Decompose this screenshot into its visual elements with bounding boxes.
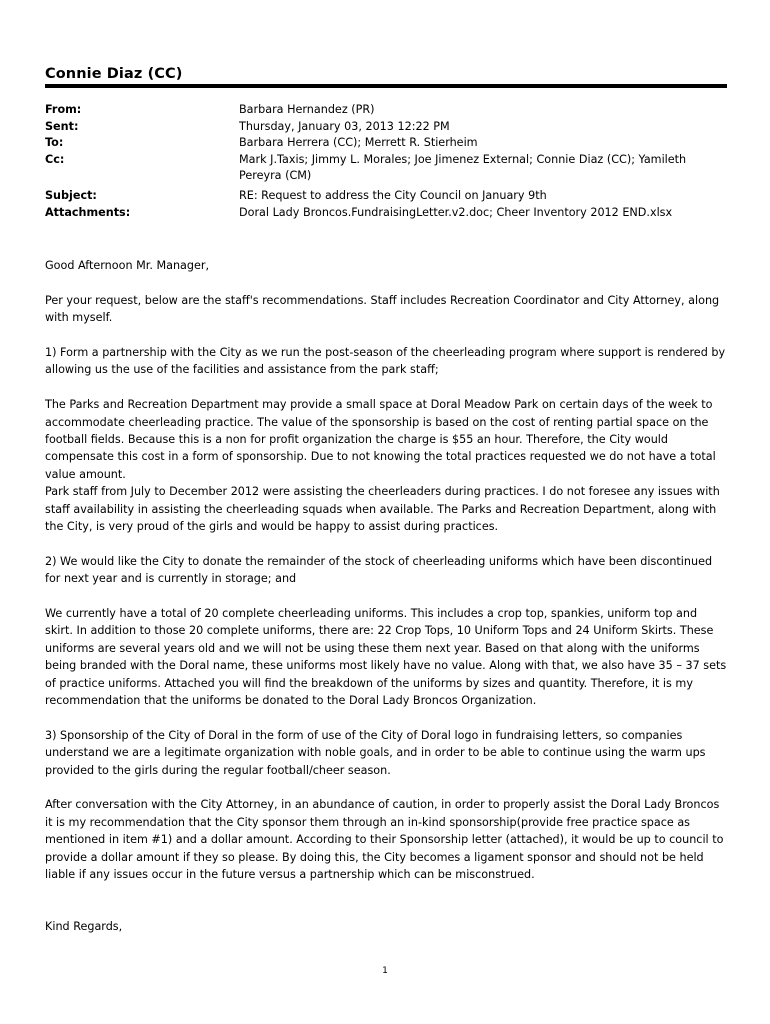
greeting: Good Afternoon Mr. Manager, (45, 259, 210, 272)
sent-value: Thursday, January 03, 2013 12:22 PM (239, 119, 450, 133)
from-label: From: (45, 103, 82, 116)
to-row (45, 135, 727, 152)
closing: Kind Regards, (45, 920, 123, 934)
from-value: Barbara Hernandez (PR) (239, 103, 375, 116)
to-value: Barbara Herrera (CC); Merrett R. Stierheim (239, 136, 478, 150)
subject-label: Subject: (45, 188, 97, 202)
subject-value: RE: Request to address the City Council on January 9th (239, 188, 547, 202)
body-paragraph: 1) Form a partnership with the City as we run the post-season of the cheerleading program where support is rendered by allowing us the use of the facilities and assistance from the park staff; (45, 346, 726, 377)
document-title: Connie Diaz (CC) (45, 66, 183, 82)
body-paragraph: The Parks and Recreation Department may provide a small space at Doral Meadow Park on certain days of the week to accommodate cheerleading practice. The value of the sponsorship is based on the cost of renting partial space on the football fields. Because this is a non for profit organization the charge is $55 an hour. Therefore, the City would compensate this cost in a form of sponsorship. Due to not knowing the total practices requested we do not have a total value amount. (45, 398, 716, 481)
attachments-value[interactable]: Doral Lady Broncos.FundraisingLetter.v2.doc; Cheer Inventory 2012 END.xlsx (239, 205, 673, 219)
cc-label: Cc: (45, 152, 65, 166)
to-label: To: (45, 136, 64, 150)
subject-row (45, 188, 727, 205)
title-rule (45, 84, 727, 88)
email-body (45, 257, 727, 953)
body-paragraph: Park staff from July to December 2012 were assisting the cheerleaders during practices. I do not foresee any issues with staff availability in assisting the cheerleading squads when available. The Parks and Recreation Department, along with the City, is very proud of the girls and would be happy to assist during practices. (45, 485, 720, 534)
page-number: 1 (382, 966, 388, 976)
body-paragraph: 2) We would like the City to donate the remainder of the stock of cheerleading uniforms which have been discontinued for next year and is currently in storage; and (45, 554, 713, 586)
sent-label: Sent: (45, 119, 79, 133)
body-paragraph: After conversation with the City Attorney, in an abundance of caution, in order to properly assist the Doral Lady Broncos it is my recommendation that the City sponsor them through an in-kind sponsorship(provide free practice space as mentioned in item #1) and a dollar amount. According to their Sponsorship letter (attached), it would be up to council to provide a dollar amount if they so please. By doing this, the City becomes a ligament sponsor and should not be held liable if any issues occur in the future versus a partnership which can be misconstrued. (45, 798, 724, 882)
cc-value: Mark J.Taxis; Jimmy L. Morales; Joe Jimenez External; Connie Diaz (CC); Yamileth Pereyra (CM) (239, 152, 687, 183)
body-paragraph: Per your request, below are the staff's recommendations. Staff includes Recreation Coordinator and City Attorney, along with myself. (45, 293, 720, 325)
email-header (45, 102, 727, 221)
attachments-label: Attachments: (45, 205, 131, 219)
from-row (45, 102, 727, 119)
attachments-row (45, 205, 727, 222)
body-paragraph: We currently have a total of 20 complete cheerleading uniforms. This includes a crop top, spankies, uniform top and skirt. In addition to those 20 complete uniforms, there are: 22 Crop Tops, 10 Uniform Tops and 24 Uniform Skirts. These uniforms are several years old and we will not be using these them next year. Based on that along with the uniforms being branded with the Doral name, these uniforms most likely have no value. Along with that, we also have 35 – 37 sets of practice uniforms. Attached you will find the breakdown of the uniforms by sizes and quantity. Therefore, it is my recommendation that the uniforms be donated to the Doral Lady Broncos Organization. (45, 607, 727, 708)
cc-row (45, 152, 727, 185)
sent-row (45, 119, 727, 136)
body-paragraph: 3) Sponsorship of the City of Doral in the form of use of the City of Doral logo in fundraising letters, so companies understand we are a legitimate organization with noble goals, and in order to be able to continue using the warm ups provided to the girls during the regular football/cheer season. (45, 728, 706, 777)
